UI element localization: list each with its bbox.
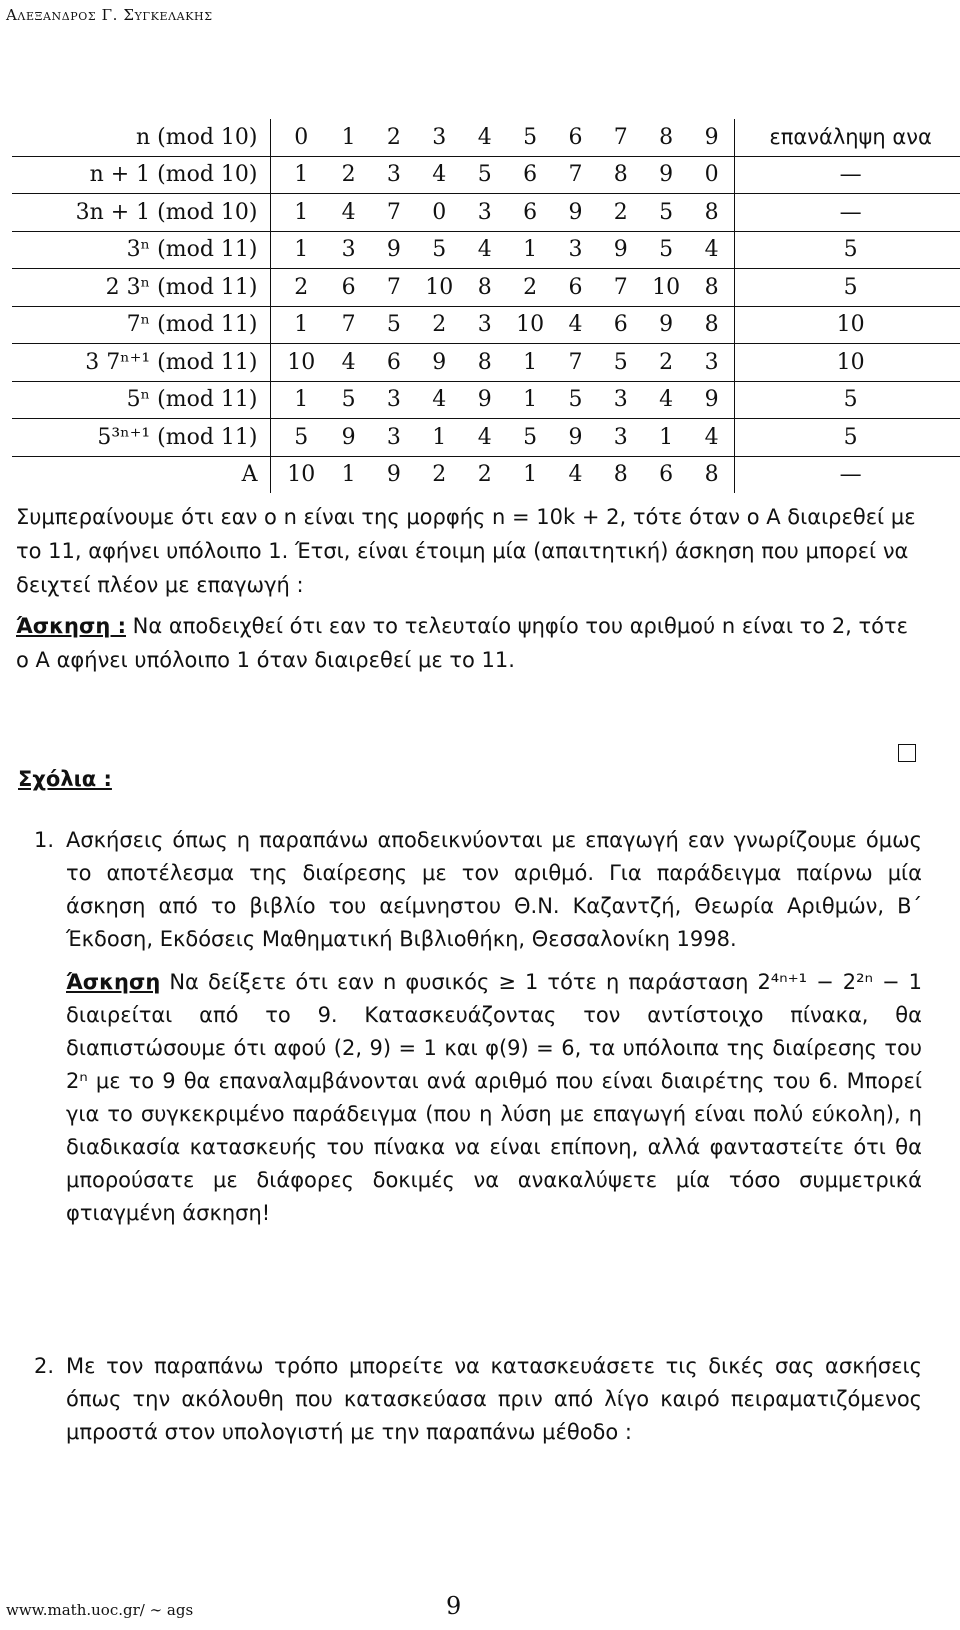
repeat-cell: 5 (735, 231, 960, 269)
table-cell: 6 (568, 124, 583, 150)
exercise-block (16, 609, 922, 677)
table-cell: 6 (643, 456, 689, 493)
table-cell: 5 (643, 231, 689, 269)
row-label: 5³ⁿ⁺¹ (mod 11) (12, 419, 270, 457)
row-label: A (12, 456, 270, 493)
table-row (12, 194, 960, 232)
table-cell: 1 (507, 231, 553, 269)
table-cell: 10 (270, 344, 326, 382)
table-cell: 0 (294, 124, 309, 150)
table-cell: 6 (507, 194, 553, 232)
table-row (12, 119, 960, 156)
table-cell: 8 (462, 269, 507, 307)
table-cell: 2 (416, 306, 462, 344)
table-cell: 2 (326, 156, 371, 194)
table-cell: 1 (507, 456, 553, 493)
table-cell: 9 (371, 231, 416, 269)
table-row (12, 381, 960, 419)
table-cell: 5 (270, 419, 326, 457)
table-cell: 5 (553, 381, 598, 419)
repeat-cell: επανάληψη ανα (735, 119, 960, 156)
table-cell: 5 (326, 381, 371, 419)
table-cell: 6 (507, 156, 553, 194)
table-cell: 5 (462, 156, 507, 194)
table-cell: 4 (553, 306, 598, 344)
table-cell: 1 (326, 456, 371, 493)
table-cell: 6 (598, 306, 643, 344)
page-number: 9 (446, 1592, 462, 1620)
table-cell: 3 (462, 194, 507, 232)
table-cell: 5 (523, 124, 538, 150)
repeat-cell: — (735, 156, 960, 194)
table-row (12, 344, 960, 382)
table-cell: 7 (371, 194, 416, 232)
table-cell: 5 (371, 306, 416, 344)
table-cell: 9 (371, 456, 416, 493)
table-cell: 4 (477, 124, 492, 150)
comment-item-1 (16, 824, 922, 1230)
table-row (12, 156, 960, 194)
table-cell: 4 (643, 381, 689, 419)
table-cell: 8 (689, 194, 735, 232)
row-label: 5ⁿ (mod 11) (12, 381, 270, 419)
table-cell: 9 (689, 381, 735, 419)
comment-text: Ασκήσεις όπως η παραπάνω αποδεικνύονται με επαγωγή εαν γνωρίζουμε όμως το αποτέλεσμα της διαίρεσης με τον αριθμό. Για παράδειγμα παίρνω μία άσκηση από το βιβλίο του αείμνηστου Θ.Ν. Καζαντζή, Θεωρία Αριθμών, Β΄ Έκδοση, Εκδόσεις Μαθηματική Βιβλιοθήκη, Θεσσαλονίκη 1998. (66, 828, 922, 951)
table-cell: 3 (553, 231, 598, 269)
table-cell: 3 (598, 419, 643, 457)
table-cell: 8 (689, 306, 735, 344)
table-cell: 5 (507, 419, 553, 457)
table-cell: 2 (462, 456, 507, 493)
table-cell: 1 (270, 231, 326, 269)
table-cell: 7 (553, 156, 598, 194)
table-cell: 6 (326, 269, 371, 307)
table-cell: 3 (371, 419, 416, 457)
table-cell: 6 (553, 269, 598, 307)
table-cell: 2 (598, 194, 643, 232)
table-cell: 10 (270, 456, 326, 493)
table-row (12, 306, 960, 344)
table-cell: 4 (689, 419, 735, 457)
table-cell: 7 (553, 344, 598, 382)
table-cell: 7 (598, 269, 643, 307)
table-row (12, 231, 960, 269)
table-cell: 3 (689, 344, 735, 382)
table-cell: 9 (643, 156, 689, 194)
table-cell: 2 (507, 269, 553, 307)
comment-number: 2. (34, 1354, 55, 1378)
repeat-cell: 5 (735, 419, 960, 457)
row-label: n (mod 10) (12, 119, 270, 156)
repeat-cell: 10 (735, 344, 960, 382)
table-cell: 4 (326, 344, 371, 382)
table-cell: 3 (326, 231, 371, 269)
conclusion-paragraph: Συμπεραίνουμε ότι εαν ο n είναι της μορφής n = 10k + 2, τότε όταν ο A διαιρεθεί με το 11, αφήνει υπόλοιπο 1. Έτσι, είναι έτοιμη μία (απαιτητική) άσκηση που μπορεί να δειχτεί πλέον με επαγωγή : (16, 505, 916, 597)
comment-exercise-text: Να δείξετε ότι εαν n φυσικός ≥ 1 τότε η παράσταση 2⁴ⁿ⁺¹ − 2²ⁿ − 1 διαιρείται από το 9. Κατασκευάζοντας τον αντίστοιχο πίνακα, θα διαπιστώσουμε ότι αφού (2, 9) = 1 και φ(9) = 6, τα υπόλοιπα της διαίρεσης του 2ⁿ με το 9 θα επαναλαμβάνονται ανά αριθμό που είναι διαιρέτης του 6. Μπορεί για το συγκεκριμένο παράδειγμα (που η λύση με επαγωγή είναι πολύ εύκολη), η διαδικασία κατασκευής του πίνακα να είναι επίπονη, αλλά φανταστείτε ότι θα μπορούσατε με διάφορες δοκιμές να ανακαλύψετε μία τόσο συμμετρικά φτιαγμένη άσκηση! (66, 970, 922, 1225)
table-cell: 8 (659, 124, 674, 150)
row-label: 3 7ⁿ⁺¹ (mod 11) (12, 344, 270, 382)
table-cell: 3 (598, 381, 643, 419)
table-cell: 8 (598, 456, 643, 493)
repeat-cell: 5 (735, 381, 960, 419)
table-cell: 9 (643, 306, 689, 344)
table-row (12, 269, 960, 307)
table-cell: 3 (371, 156, 416, 194)
table-cell: 6 (371, 344, 416, 382)
table-cell: 8 (462, 344, 507, 382)
running-header: Αλεξανδρος Γ. Συγκελακης (6, 6, 213, 24)
table-cell: 10 (643, 269, 689, 307)
table-cell: 1 (270, 306, 326, 344)
exercise-text: Να αποδειχθεί ότι εαν το τελευταίο ψηφίο του αριθμού n είναι το 2, τότε ο A αφήνει υπόλοιπο 1 όταν διαιρεθεί με το 11. (16, 614, 909, 672)
table-cell: 1 (341, 124, 356, 150)
qed-square-icon (898, 744, 916, 762)
table-cell: 1 (270, 156, 326, 194)
table-cell: 1 (270, 381, 326, 419)
table-cell: 7 (326, 306, 371, 344)
row-label: n + 1 (mod 10) (12, 156, 270, 194)
repeat-cell: 5 (735, 269, 960, 307)
comments-heading: Σχόλια : (18, 767, 112, 791)
table-cell: 1 (416, 419, 462, 457)
table-cell: 1 (270, 194, 326, 232)
table-cell: 5 (416, 231, 462, 269)
table-cell: 9 (598, 231, 643, 269)
repeat-cell: — (735, 456, 960, 493)
table-cell: 8 (689, 456, 735, 493)
table-cell: 9 (553, 194, 598, 232)
table-cell: 9 (553, 419, 598, 457)
table-cell: 4 (462, 419, 507, 457)
modulo-table (12, 119, 960, 493)
table-cell: 4 (416, 156, 462, 194)
table-cell: 4 (689, 231, 735, 269)
table-cell: 4 (326, 194, 371, 232)
table-cell: 7 (371, 269, 416, 307)
table-row (12, 456, 960, 493)
table-cell: 1 (643, 419, 689, 457)
comment-item-2 (16, 1350, 922, 1449)
comment-exercise-label: Άσκηση (66, 970, 161, 994)
table-cell: 0 (689, 156, 735, 194)
table-cell: 4 (553, 456, 598, 493)
comment-exercise (66, 966, 922, 1230)
table-cell: 0 (416, 194, 462, 232)
table-cell: 8 (689, 269, 735, 307)
table-cell: 3 (432, 124, 447, 150)
table-cell: 1 (507, 344, 553, 382)
row-label: 3n + 1 (mod 10) (12, 194, 270, 232)
table-cell: 9 (416, 344, 462, 382)
table-cell: 2 (270, 269, 326, 307)
table-cell: 5 (643, 194, 689, 232)
table-cell: 10 (416, 269, 462, 307)
row-label: 2 3ⁿ (mod 11) (12, 269, 270, 307)
table-cell: 4 (416, 381, 462, 419)
table-cell: 3 (371, 381, 416, 419)
exercise-label: Άσκηση : (16, 614, 126, 638)
table-cell: 9 (704, 124, 719, 150)
table-cell: 9 (462, 381, 507, 419)
footer-url: www.math.uoc.gr/ ∼ ags (6, 1601, 194, 1619)
table-cell: 7 (613, 124, 628, 150)
row-label: 3ⁿ (mod 11) (12, 231, 270, 269)
repeat-cell: 10 (735, 306, 960, 344)
table-cell: 9 (326, 419, 371, 457)
table-cell: 2 (416, 456, 462, 493)
table-cell: 1 (507, 381, 553, 419)
table-cell: 4 (462, 231, 507, 269)
comment-text: Με τον παραπάνω τρόπο μπορείτε να κατασκευάσετε τις δικές σας ασκήσεις όπως την ακόλουθη που κατασκεύασα πριν από λίγο καιρό πειραματιζόμενος μπροστά στον υπολογιστή με την παραπάνω μέθοδο : (66, 1354, 922, 1444)
repeat-cell: — (735, 194, 960, 232)
comment-number: 1. (34, 828, 55, 852)
table-cell: 3 (462, 306, 507, 344)
table-cell: 2 (386, 124, 401, 150)
row-label: 7ⁿ (mod 11) (12, 306, 270, 344)
table-cell: 5 (598, 344, 643, 382)
table-cell: 10 (507, 306, 553, 344)
table-cell: 8 (598, 156, 643, 194)
table-row (12, 419, 960, 457)
table-cell: 2 (643, 344, 689, 382)
